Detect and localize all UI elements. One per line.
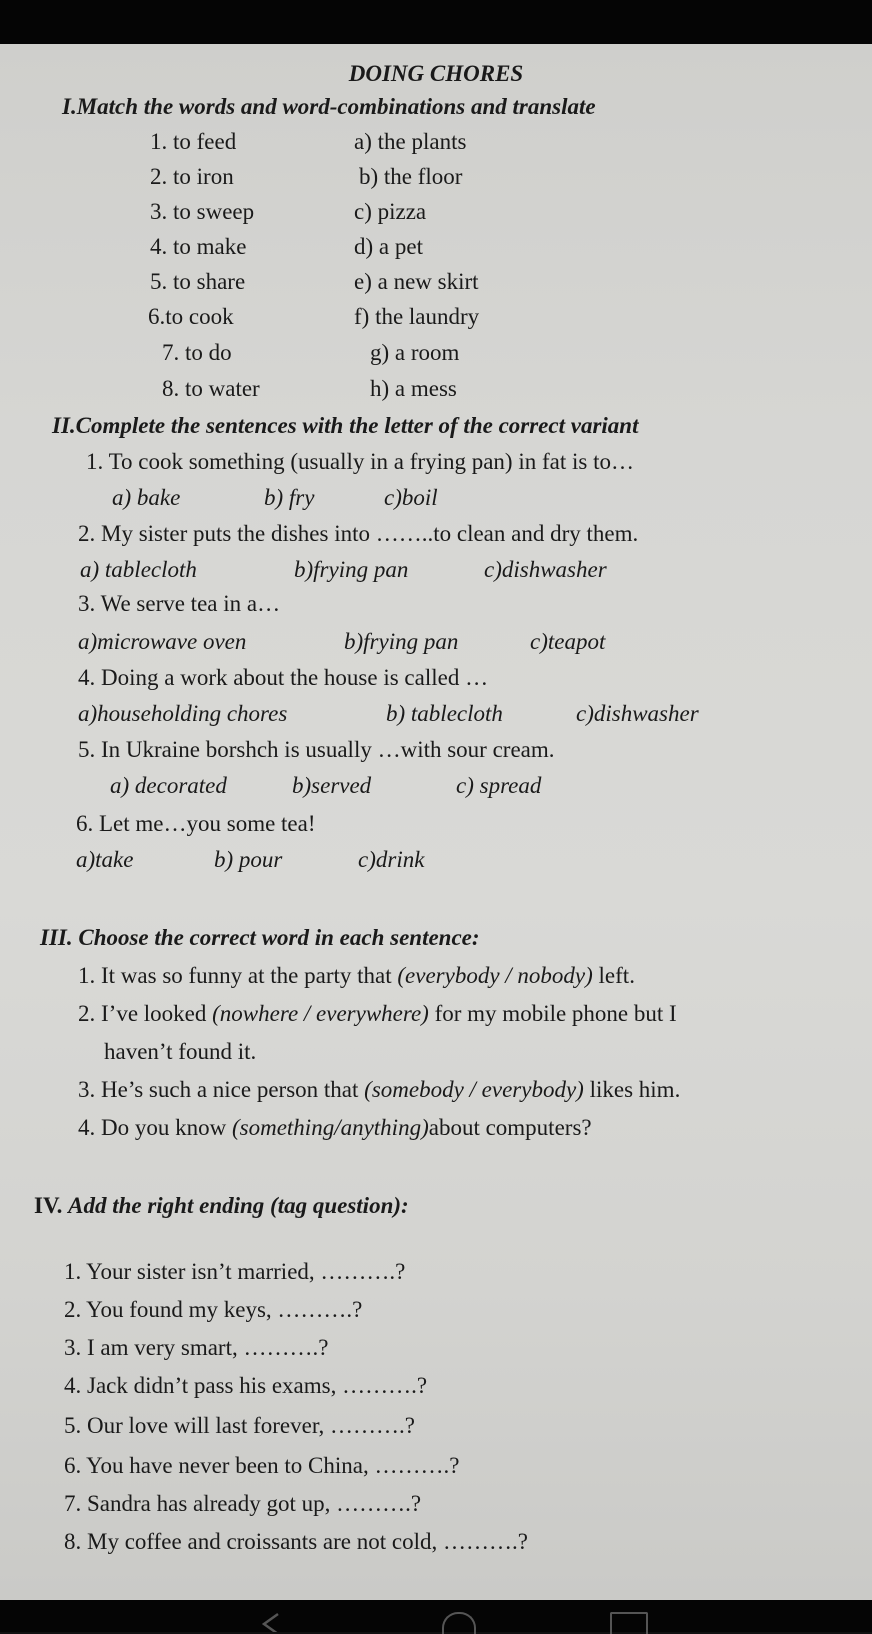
option-text: a)householding chores xyxy=(78,701,288,726)
sentence-text xyxy=(78,962,635,990)
sentence-text xyxy=(78,1076,680,1104)
sentence-end: for my mobile phone but I xyxy=(428,1001,677,1026)
question-text: 6. Let me…you some tea! xyxy=(76,811,316,836)
word-choice: (nowhere / everywhere) xyxy=(212,1001,429,1026)
option-text: a) decorated xyxy=(110,773,227,798)
option-text: b)served xyxy=(292,773,372,798)
tag-question: 4. Jack didn’t pass his exams, ……….? xyxy=(64,1373,428,1398)
option-text: c)teapot xyxy=(530,629,606,654)
option-text: b) pour xyxy=(214,847,283,872)
sentence-end: left. xyxy=(592,963,635,988)
question-text: 1. To cook something (usually in a frying pan) in fat is to… xyxy=(86,449,634,474)
tag-question: 6. You have never been to China, ……….? xyxy=(64,1453,460,1478)
tag-question: 1. Your sister isn’t married, ……….? xyxy=(64,1259,406,1284)
option-text: c) spread xyxy=(456,773,542,798)
section-2-heading: II.Complete the sentences with the letter of the correct variant xyxy=(52,413,639,438)
sentence-start: haven’t found it. xyxy=(104,1039,257,1064)
word-choice: (something/anything) xyxy=(231,1115,429,1140)
home-icon[interactable] xyxy=(442,1612,476,1634)
word-choice: (somebody / everybody) xyxy=(364,1077,584,1102)
match-right-item: d) a pet xyxy=(354,234,423,259)
tag-question: 7. Sandra has already got up, ……….? xyxy=(64,1491,422,1516)
option-text: b) fry xyxy=(264,485,315,510)
tag-question: 8. My coffee and croissants are not cold, ……….? xyxy=(64,1529,528,1554)
match-left-item: 3. to sweep xyxy=(150,199,255,224)
section-4-title: Add the right ending (tag question): xyxy=(68,1193,409,1218)
match-left-item: 1. to feed xyxy=(150,129,237,154)
match-left-item: 5. to share xyxy=(150,269,246,294)
match-right-item: f) the laundry xyxy=(354,304,480,329)
question-text: 3. We serve tea in a… xyxy=(78,591,281,616)
back-icon[interactable] xyxy=(262,1612,280,1632)
match-left-item: 8. to water xyxy=(162,376,260,401)
match-right-item: b) the floor xyxy=(359,164,463,189)
sentence-end: likes him. xyxy=(583,1077,681,1102)
section-4-heading xyxy=(34,1192,409,1220)
section-4-number: IV. xyxy=(34,1193,69,1218)
sentence-text xyxy=(78,1000,677,1028)
option-text: a)microwave oven xyxy=(78,629,247,654)
option-text: c)boil xyxy=(384,485,438,510)
option-text: b)frying pan xyxy=(344,629,459,654)
sentence-start: 3. He’s such a nice person that xyxy=(78,1077,365,1102)
match-right-item: h) a mess xyxy=(370,376,457,401)
option-text: c)dishwasher xyxy=(576,701,699,726)
match-left-item: 7. to do xyxy=(162,340,232,365)
match-left-item: 2. to iron xyxy=(150,164,234,189)
match-right-item: e) a new skirt xyxy=(354,269,479,294)
tag-question: 2. You found my keys, ……….? xyxy=(64,1297,363,1322)
option-text: a) tablecloth xyxy=(80,557,197,582)
match-left-item: 6.to cook xyxy=(148,304,234,329)
sentence-text xyxy=(78,1114,592,1142)
section-3-heading: III. Choose the correct word in each sentence: xyxy=(40,925,480,950)
sentence-start: 1. It was so funny at the party that xyxy=(78,963,398,988)
option-text: c)dishwasher xyxy=(484,557,607,582)
question-text: 4. Doing a work about the house is called … xyxy=(78,665,489,690)
option-text: c)drink xyxy=(358,847,425,872)
match-right-item: a) the plants xyxy=(354,129,467,154)
question-text: 2. My sister puts the dishes into ……..to clean and dry them. xyxy=(78,521,639,546)
option-text: b) tablecloth xyxy=(386,701,503,726)
recent-apps-icon[interactable] xyxy=(610,1612,648,1634)
match-right-item: c) pizza xyxy=(354,199,427,224)
sentence-text xyxy=(104,1038,256,1066)
word-choice: (everybody / nobody) xyxy=(397,963,593,988)
question-text: 5. In Ukraine borshch is usually …with sour cream. xyxy=(78,737,555,762)
status-bar xyxy=(0,0,872,44)
match-right-item: g) a room xyxy=(370,340,460,365)
tag-question: 3. I am very smart, ……….? xyxy=(64,1335,329,1360)
section-1-heading: I.Match the words and word-combinations and translate xyxy=(62,94,596,119)
sentence-end: about computers? xyxy=(428,1115,592,1140)
sentence-start: 2. I’ve looked xyxy=(78,1001,213,1026)
match-left-item: 4. to make xyxy=(150,234,247,259)
option-text: b)frying pan xyxy=(294,557,409,582)
navigation-bar xyxy=(0,1600,872,1632)
tag-question: 5. Our love will last forever, ……….? xyxy=(64,1413,416,1438)
option-text: a) bake xyxy=(112,485,181,510)
sentence-start: 4. Do you know xyxy=(78,1115,232,1140)
option-text: a)take xyxy=(76,847,134,872)
page-title: DOING CHORES xyxy=(348,61,524,86)
